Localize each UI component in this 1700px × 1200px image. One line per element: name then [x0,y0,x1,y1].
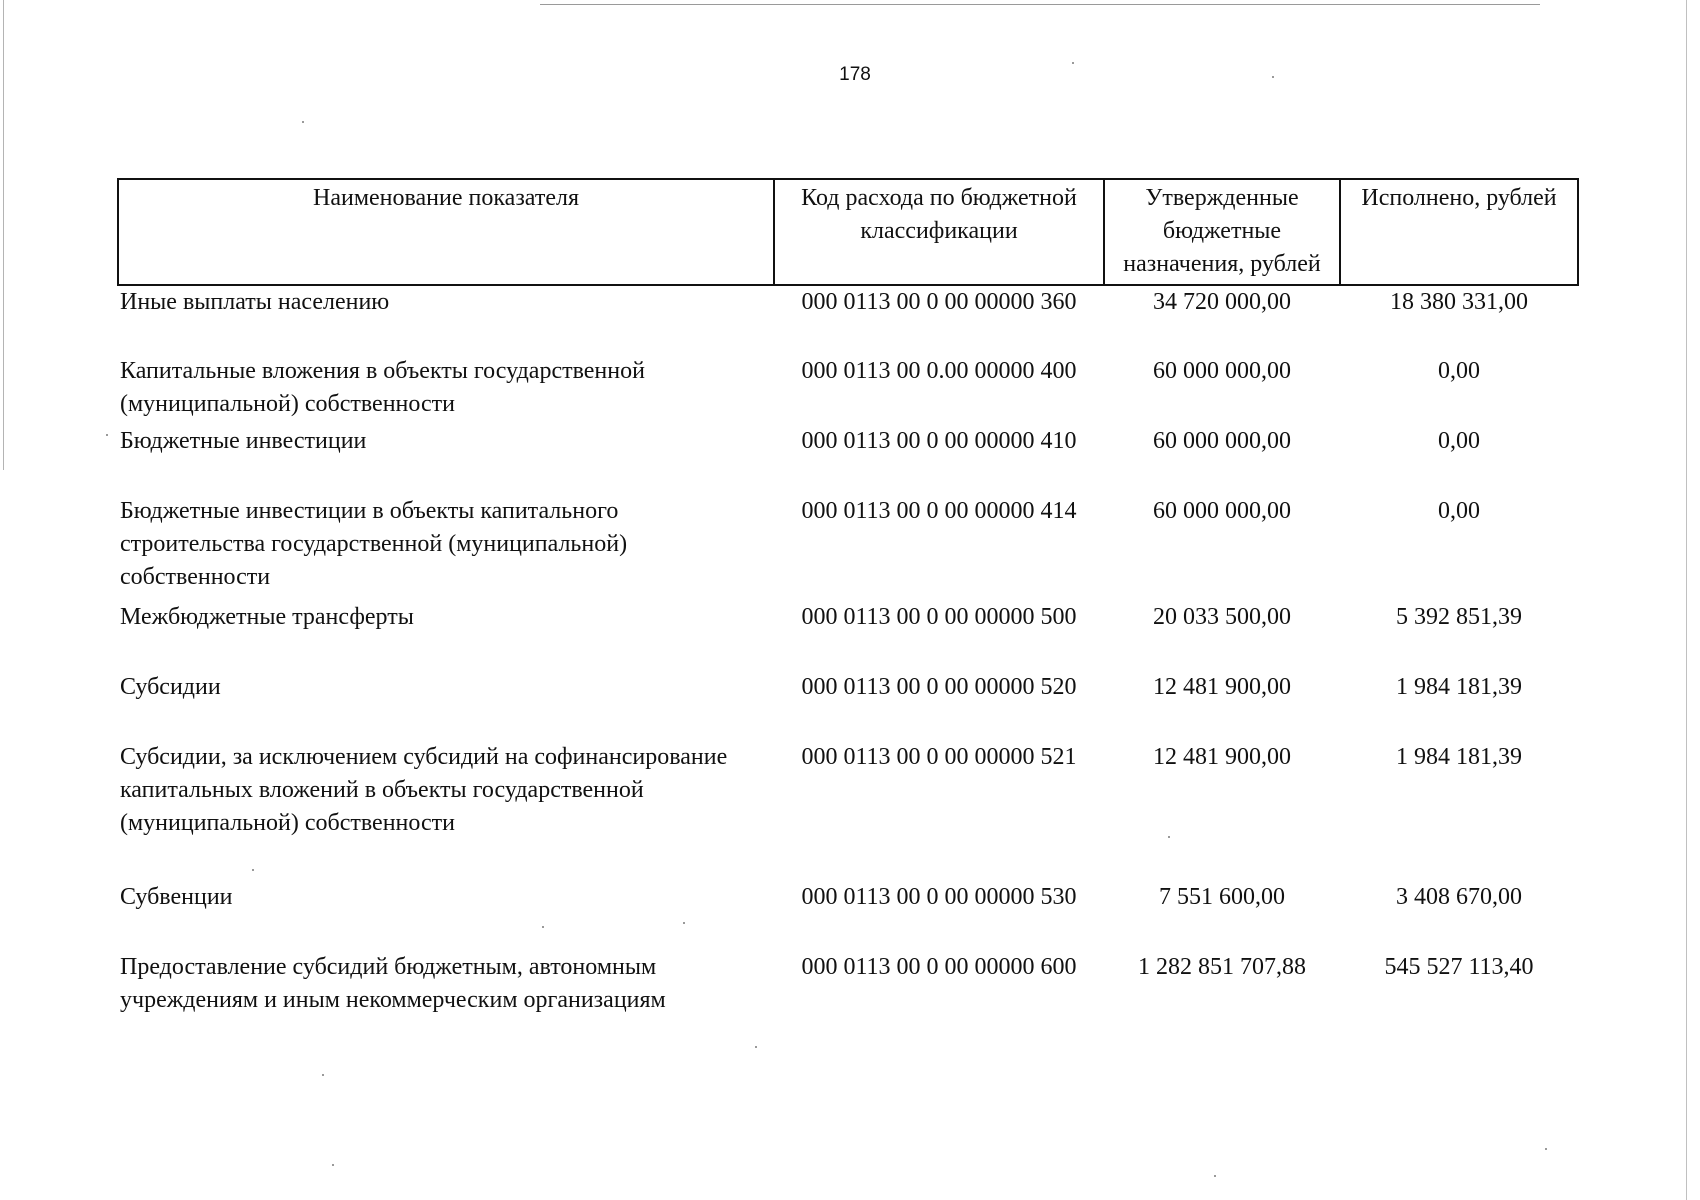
scan-speck [755,1046,757,1048]
column-header-code: Код расхода по бюджетной классификации [774,179,1104,285]
row-approved: 7 551 600,00 [1159,884,1285,910]
row-executed: 0,00 [1438,358,1480,384]
row-code: 000 0113 00 0 00 00000 500 [801,604,1077,630]
table-row [118,951,1578,1021]
row-executed: 1 984 181,39 [1396,744,1522,770]
scan-edge-line-right [1686,0,1687,1200]
scan-speck [542,926,544,928]
row-approved: 12 481 900,00 [1153,674,1291,700]
row-executed: 0,00 [1438,428,1480,454]
table-row [118,741,1578,881]
scan-speck [1214,1175,1216,1177]
column-header-name: Наименование показателя [118,179,774,285]
row-code: 000 0113 00 0 00 00000 360 [801,289,1077,315]
row-name: Субсидии, за исключением субсидий на софинансирование капитальных вложений в объекты государственной (муниципальной) собственности [120,744,728,836]
row-executed: 3 408 670,00 [1396,884,1522,910]
scan-speck [302,121,304,123]
column-header-approved: Утвержденные бюджетные назначения, рублей [1104,179,1340,285]
row-executed: 545 527 113,40 [1384,954,1534,980]
row-executed: 5 392 851,39 [1396,604,1522,630]
row-code: 000 0113 00 0 00 00000 520 [801,674,1077,700]
row-name: Иные выплаты населению [120,289,390,315]
row-code: 000 0113 00 0 00 00000 600 [801,954,1077,980]
budget-execution-table [117,178,1579,1021]
row-approved: 60 000 000,00 [1153,358,1291,384]
row-executed: 0,00 [1438,498,1480,524]
table-row [118,495,1578,601]
scan-speck [1072,62,1074,64]
row-name: Межбюджетные трансферты [120,604,414,630]
row-approved: 60 000 000,00 [1153,498,1291,524]
scan-speck [252,869,254,871]
row-approved: 1 282 851 707,88 [1138,954,1306,980]
table-row [118,881,1578,951]
row-approved: 34 720 000,00 [1153,289,1291,315]
column-header-executed: Исполнено, рублей [1340,179,1578,285]
row-executed: 18 380 331,00 [1390,289,1528,315]
row-name: Капитальные вложения в объекты государственной (муниципальной) собственности [120,358,645,417]
row-code: 000 0113 00 0.00 00000 400 [801,358,1077,384]
table-row [118,671,1578,741]
page-number: 178 [839,64,871,85]
table-row [118,355,1578,425]
scan-edge-line-top [540,4,1540,5]
scan-speck [322,1074,324,1076]
table-row [118,425,1578,495]
row-name: Бюджетные инвестиции [120,428,367,454]
table-header-row [118,179,1578,285]
table-row [118,601,1578,671]
scan-speck [1272,76,1274,78]
scan-edge-line-left [3,0,4,470]
row-name: Субсидии [120,674,221,700]
row-code: 000 0113 00 0 00 00000 410 [801,428,1077,454]
scan-speck [1168,836,1170,838]
row-approved: 20 033 500,00 [1153,604,1291,630]
row-name: Бюджетные инвестиции в объекты капитального строительства государственной (муниципальной) собственности [120,498,628,590]
scan-speck [106,434,108,436]
row-code: 000 0113 00 0 00 00000 530 [801,884,1077,910]
row-approved: 12 481 900,00 [1153,744,1291,770]
row-name: Субвенции [120,884,233,910]
scan-speck [1545,1148,1547,1150]
row-executed: 1 984 181,39 [1396,674,1522,700]
row-approved: 60 000 000,00 [1153,428,1291,454]
row-code: 000 0113 00 0 00 00000 414 [801,498,1077,524]
scan-speck [332,1164,334,1166]
table-row [118,285,1578,355]
scan-speck [683,922,685,924]
row-code: 000 0113 00 0 00 00000 521 [801,744,1077,770]
row-name: Предоставление субсидий бюджетным, автономным учреждениям и иным некоммерческим организациям [120,954,666,1013]
